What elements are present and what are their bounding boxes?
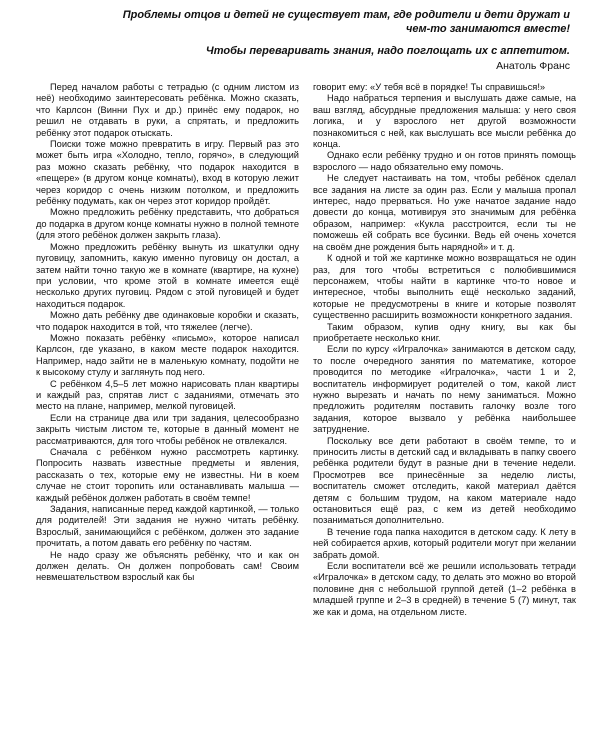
paragraph: Можно дать ребёнку две одинаковые коробки и сказать, что подарок находится в той, что тяжелее (легче). (36, 310, 299, 332)
paragraph: Задания, написанные перед каждой картинкой, — только для родителей! Эти задания не нужно читать ребёнку. Взрослый, занимающийся с ребёнком, должен это задание прочитать, а потом давать его ребёнку по частям. (36, 504, 299, 549)
paragraph: Можно предложить ребёнку представить, что добраться до подарка в другом конце комнаты нужно в полной темноте (для этого ребёнок должен закрыть глаза). (36, 207, 299, 241)
text-columns (36, 82, 576, 746)
paragraph: Перед началом работы с тетрадью (с одним листом из неё) необходимо заинтересовать ребёнка. Можно сказать, что Карлсон (Винни Пух и др.) принёс ему подарок, но решил не отдавать в руки, а спрятать, и предложить ребёнку этот подарок отыскать. (36, 82, 299, 138)
paragraph: В течение года папка находится в детском саду. К лету в ней собирается архив, который родители могут при желании забрать домой. (313, 526, 576, 560)
paragraph: Можно предложить ребёнку вынуть из шкатулки одну пуговицу, запомнить, какую именно пуговицу он достал, а затем найти точно такую же в комнате (квартире, на кухне) при условии, что кроме этой в комнате имеется ещё несколько других пуговиц. Рядом с этой пуговицей и будет находиться подарок. (36, 241, 299, 309)
paragraph-continuation: говорит ему: «У тебя всё в порядке! Ты справишься!» (313, 82, 546, 92)
epigraph (100, 8, 570, 73)
paragraph: Если по курсу «Игралочка» занимаются в детском саду, то после очередного занятия по математике, которое проводится по методике «Игралочка», части 1 и 2, воспитатель информирует родителей о том, какой лист нужно вырезать и начать по нему заниматься. Можно предложить родителям поставить галочку возле того задания, которое вызвало у ребёнка наибольшее затруднение. (313, 344, 576, 435)
paragraph: Если на странице два или три задания, целесообразно закрыть чистым листом те, которые в данный момент не рассматриваются, для того чтобы ребёнок не отвлекался. (36, 412, 299, 446)
epigraph-author: Анатоль Франс (496, 60, 570, 72)
paragraph: Поиски тоже можно превратить в игру. Первый раз это может быть игра «Холодно, тепло, горячо», в следующий раз можно сказать ребёнку, что подарок находится в «пещере» (в другом конце комнаты), вход в которую лежит через коридор с очень низким потолком, и предложить ребёнку подумать, как он через этот коридор пройдёт. (36, 139, 299, 207)
paragraph: Однако если ребёнку трудно и он готов принять помощь взрослого — надо обязательно ему помочь. (313, 150, 576, 172)
paragraph: С ребёнком 4,5–5 лет можно нарисовать план квартиры и каждый раз, спрятав лист с заданиями, отмечать это место на плане, например, мелкой пуговицей. (36, 378, 299, 412)
paragraph: Таким образом, купив одну книгу, вы как бы приобретаете несколько книг. (313, 321, 576, 343)
paragraph: Поскольку все дети работают в своём темпе, то и приносить листы в детский сад и вкладывать в папку своего ребёнка родители будут в разные дни в течение недели. Просмотрев все принесённые за неделю листы, воспитатель сможет отследить, какой материал даётся детям с большим трудом, на каком материале надо остановиться ещё раз, с кем из детей необходимо позаниматься дополнительно. (313, 435, 576, 526)
right-column (313, 82, 576, 746)
paragraph: Не надо сразу же объяснять ребёнку, что и как он должен делать. Он должен попробовать сам! Своим невмешательством взрослый как бы (36, 549, 299, 583)
paragraph: Сначала с ребёнком нужно рассмотреть картинку. Попросить назвать известные предметы и явления, рассказать о тех, которые ему не известны. Ни в коем случае не стоит торопить или останавливать малыша — каждый ребёнок должен работать в своём темпе! (36, 447, 299, 503)
paragraph: Можно показать ребёнку «письмо», которое написал Карлсон, где указано, в каком месте подарок находится. Например, надо зайти не в маленькую комнату, подойти не к высокому стулу и заглянуть под него. (36, 332, 299, 378)
left-column (36, 82, 299, 746)
paragraph: К одной и той же картинке можно возвращаться не один раз, для того чтобы встретиться с полюбившимися персонажем, чтобы найти в картинке что-то новое и интересное, чтобы выполнить ещё несколько заданий, которые не предусмотрены в книге и которые позволят существенно расширить возможности конкретного задания. (313, 253, 576, 321)
epigraph-quote-1: Проблемы отцов и детей не существует там, где родители и дети дружат и чем-то занимаются вместе! (122, 9, 570, 35)
paragraph: Не следует настаивать на том, чтобы ребёнок сделал все задания на листе за один раз. Если у малыша пропал интерес, надо прерваться. Но уже начатое задание надо довести до конца, мотивируя это значимым для ребёнка образом, например: «Кукла расстроится, если ты не поможешь ей собрать все бусинки. Ведь ей очень хочется на своём дне рождения быть нарядной» и т. д. (313, 173, 576, 252)
paragraph: Надо набраться терпения и выслушать даже самые, на ваш взгляд, абсурдные предложения малыша: у него своя логика, и у взрослого нет другой возможности познакомиться с ней, как выслушать все мысли ребёнка до конца. (313, 93, 576, 150)
epigraph-quote-2: Чтобы переваривать знания, надо поглощать их с аппетитом. (205, 45, 570, 57)
paragraph: Если воспитатели всё же решили использовать тетради «Игралочка» в детском саду, то делать это можно во второй половине дня с небольшой группой детей (1–2 ребёнка в младшей группе и 2–3 в средней) в течение 5 (7) минут, так же как и дома, на отдельном листе. (313, 561, 576, 617)
